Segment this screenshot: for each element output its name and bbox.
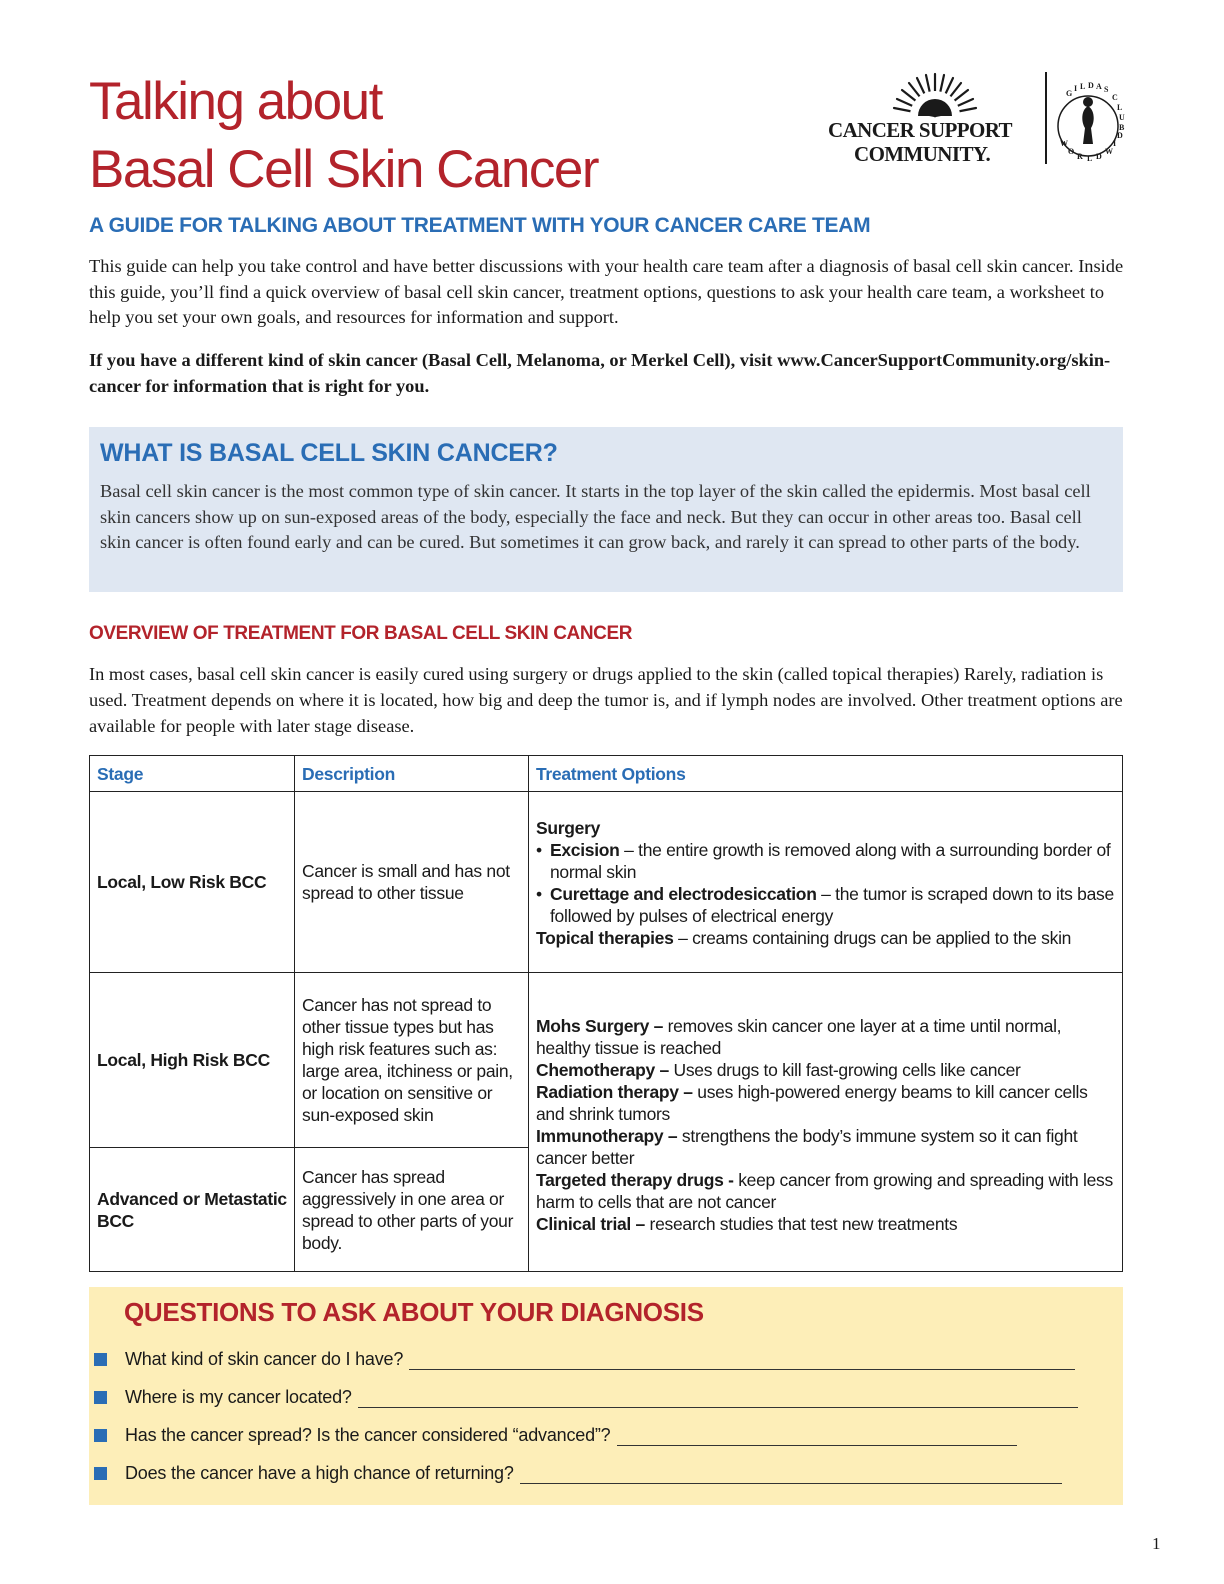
option-targeted-therapy: Targeted therapy drugs - keep cancer from growing and spreading with less harm to cells that are not cancer <box>536 1170 1113 1212</box>
what-is-text: Basal cell skin cancer is the most common type of skin cancer. It starts in the top layer of the skin called the epidermis. Most basal cell skin cancers show up on sun-exposed areas of the body, especially the face and neck. But they can occur in other areas too. Basal cell skin cancer is often found early and can be cured. But sometimes it can grow back, and rarely it can spread to other parts of the body. <box>100 481 1091 553</box>
excision-text: – the entire growth is removed along with a surrounding border of normal skin <box>550 840 1111 882</box>
treatment-cell <box>529 792 1123 973</box>
question-text: Where is my cancer located? <box>125 1387 352 1407</box>
svg-text:A: A <box>1096 82 1102 91</box>
what-is-heading: WHAT IS BASAL CELL SKIN CANCER? <box>100 439 558 467</box>
stage-cell: Local, High Risk BCC <box>90 973 295 1148</box>
svg-text:R: R <box>1077 152 1083 161</box>
page-title <box>89 68 789 204</box>
option-immunotherapy: Immunotherapy – strengthens the body’s immune system so it can fight cancer better <box>536 1126 1078 1168</box>
svg-text:S: S <box>1104 85 1109 94</box>
shared-treatment-cell <box>529 973 1123 1272</box>
square-bullet-icon <box>94 1353 107 1366</box>
option-mohs: Mohs Surgery – removes skin cancer one layer at a time until normal, healthy tissue is reached <box>536 1016 1062 1058</box>
square-bullet-icon <box>94 1391 107 1404</box>
stage-cell: Local, Low Risk BCC <box>90 792 295 973</box>
curettage-text: – the tumor is scraped down to its base followed by pulses of electrical energy <box>550 884 1114 926</box>
stage-cell: Advanced or Metastatic BCC <box>90 1148 295 1272</box>
svg-text:U: U <box>1119 113 1125 122</box>
svg-text:B: B <box>1119 123 1125 132</box>
answer-line[interactable] <box>617 1427 1017 1446</box>
topical-label: Topical therapies <box>536 928 674 948</box>
logo-text-line-2: COMMUNITY. <box>854 142 991 166</box>
svg-text:D: D <box>1117 131 1123 140</box>
question-text: What kind of skin cancer do I have? <box>125 1349 404 1369</box>
question-item <box>89 1387 1078 1408</box>
question-text: Has the cancer spread? Is the cancer considered “advanced”? <box>125 1425 611 1445</box>
excision-label: Excision <box>550 840 620 860</box>
header-stage: Stage <box>90 756 295 792</box>
what-is-section <box>89 427 1123 592</box>
header-description: Description <box>295 756 529 792</box>
cancer-support-community-logo <box>826 68 1126 168</box>
square-bullet-icon <box>94 1429 107 1442</box>
svg-text:I: I <box>1113 139 1117 148</box>
table-header-row <box>90 756 1123 792</box>
option-radiation: Radiation therapy – uses high-powered energy beams to kill cancer cells and shrink tumors <box>536 1082 1088 1124</box>
svg-text:C: C <box>1112 93 1118 102</box>
gildas-club-seal-icon <box>1050 70 1126 166</box>
questions-heading: QUESTIONS TO ASK ABOUT YOUR DIAGNOSIS <box>124 1297 704 1327</box>
svg-text:O: O <box>1068 147 1075 156</box>
description-cell: Cancer has not spread to other tissue types but has high risk features such as: large area, itchiness or pain, or location on sensitive or sun-exposed skin <box>295 973 529 1148</box>
svg-text:L: L <box>1087 154 1093 163</box>
table-row <box>90 973 1123 1148</box>
title-line-1: Talking about <box>89 72 382 131</box>
svg-text:I: I <box>1074 84 1078 93</box>
answer-line[interactable] <box>520 1465 1062 1484</box>
logo-divider <box>1045 72 1047 164</box>
questions-section <box>89 1287 1123 1505</box>
description-cell: Cancer is small and has not spread to other tissue <box>295 792 529 973</box>
table-row <box>90 792 1123 973</box>
logo-text-line-1: CANCER SUPPORT <box>828 118 1012 142</box>
question-item <box>89 1463 1062 1484</box>
description-cell: Cancer has spread aggressively in one area or spread to other parts of your body. <box>295 1148 529 1272</box>
svg-text:L: L <box>1080 82 1086 91</box>
option-clinical-trial: Clinical trial – research studies that test new treatments <box>536 1214 958 1234</box>
svg-text:D: D <box>1088 81 1094 90</box>
overview-text: In most cases, basal cell skin cancer is easily cured using surgery or drugs applied to the skin (called topical therapies) Rarely, radiation is used. Treatment depends on where it is located, how big and deep the tumor is, and if lymph nodes are involved. Other treatment options are available for people with later stage disease. <box>89 664 1123 736</box>
svg-text:D: D <box>1096 152 1102 161</box>
intro-paragraph: This guide can help you take control and have better discussions with your health care team after a diagnosis of basal cell skin cancer. Inside this guide, you’ll find a quick overview of basal cell skin cancer, treatment options, questions to ask your health care team, a worksheet to help you set your own goals, and resources for information and support. <box>89 256 1124 327</box>
answer-line[interactable] <box>409 1351 1075 1370</box>
sunburst-icon <box>890 68 980 118</box>
page-number: 1 <box>1152 1534 1161 1553</box>
square-bullet-icon <box>94 1467 107 1480</box>
overview-heading: OVERVIEW OF TREATMENT FOR BASAL CELL SKIN CANCER <box>89 623 633 644</box>
svg-text:G: G <box>1066 89 1073 98</box>
header-treatment-options: Treatment Options <box>529 756 1123 792</box>
treatment-table <box>89 755 1123 1272</box>
other-cancer-note: If you have a different kind of skin cancer (Basal Cell, Melanoma, or Merkel Cell), visit www.CancerSupportCommunity.org/skin-cancer for information that is right for you. <box>89 350 1111 396</box>
guide-subtitle: A GUIDE FOR TALKING ABOUT TREATMENT WITH YOUR CANCER CARE TEAM <box>89 214 871 237</box>
question-text: Does the cancer have a high chance of returning? <box>125 1463 514 1483</box>
curettage-label: Curettage and electrodesiccation <box>550 884 817 904</box>
svg-text:W: W <box>1105 147 1113 156</box>
answer-line[interactable] <box>358 1389 1078 1408</box>
svg-text:W: W <box>1060 139 1068 148</box>
question-item <box>89 1349 1075 1370</box>
title-line-2: Basal Cell Skin Cancer <box>89 140 599 199</box>
surgery-label: Surgery <box>536 818 601 838</box>
question-item <box>89 1425 1017 1446</box>
topical-text: – creams containing drugs can be applied to the skin <box>673 928 1072 948</box>
option-chemotherapy: Chemotherapy – Uses drugs to kill fast-growing cells like cancer <box>536 1060 1021 1080</box>
svg-text:L: L <box>1117 103 1123 112</box>
